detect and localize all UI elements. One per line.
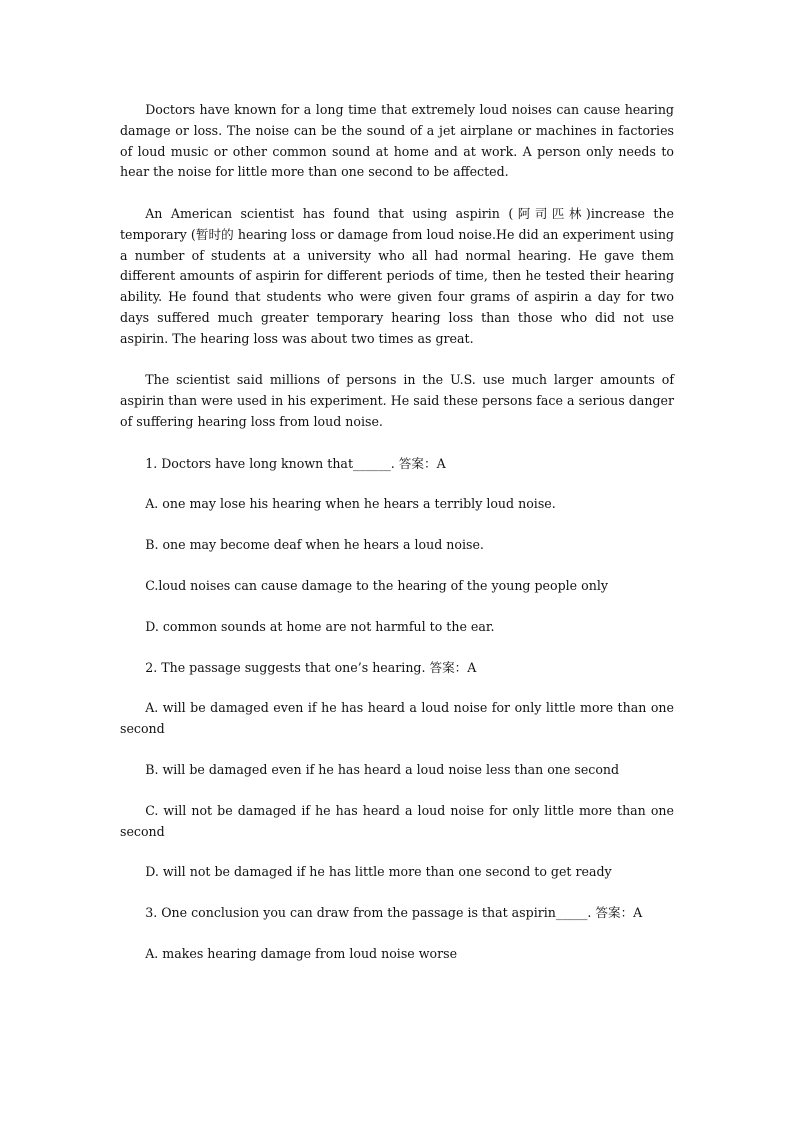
passage-paragraph-2: An American scientist has found that using aspirin (阿司匹林)increase the temporary (暂时的 hearing loss or damage from loud noise.He did an experiment using a number of students at a university who all had normal hearing. He gave them different amounts of aspirin for different periods of time, then he tested their hearing ability. He found that students who were given four grams of aspirin a day for two days suffered much greater temporary hearing loss than those who did not use aspirin. The hearing loss was about two times as great. [120,205,674,346]
question-3-stem: 3. One conclusion you can draw from the passage is that aspirin_____. 答案：A [145,905,643,921]
question-1-stem: 1. Doctors have long known that______. 答案：A [145,455,446,471]
question-1-option-c: C.loud noises can cause damage to the hearing of the young people only [145,577,608,593]
question-2-option-d: D. will not be damaged if he has little more than one second to get ready [145,864,612,880]
passage-paragraph-1: Doctors have known for a long time that extremely loud noises can cause hearing damage or loss. The noise can be the sound of a jet airplane or machines in factories of loud music or other common sound at home and at work. A person only needs to hear the noise for little more than one second to be affected. [120,102,674,180]
question-1-option-d: D. common sounds at home are not harmful to the ear. [145,618,495,634]
question-2-stem: 2. The passage suggests that one’s hearing. 答案：A [145,659,477,675]
question-2-option-c: C. will not be damaged if he has heard a loud noise for only little more than one second [120,802,674,839]
question-1-option-b: B. one may become deaf when he hears a loud noise. [145,537,484,553]
question-3-option-a: A. makes hearing damage from loud noise worse [145,945,458,961]
question-1-option-a: A. one may lose his hearing when he hears a terribly loud noise. [145,496,556,512]
passage-paragraph-3: The scientist said millions of persons in the U.S. use much larger amounts of aspirin than were used in his experiment. He said these persons face a serious danger of suffering hearing loss from loud noise. [120,372,674,429]
document-body [120,100,674,985]
question-2-option-b: B. will be damaged even if he has heard a loud noise less than one second [145,761,620,777]
question-2-option-a: A. will be damaged even if he has heard a loud noise for only little more than one second [120,700,674,737]
